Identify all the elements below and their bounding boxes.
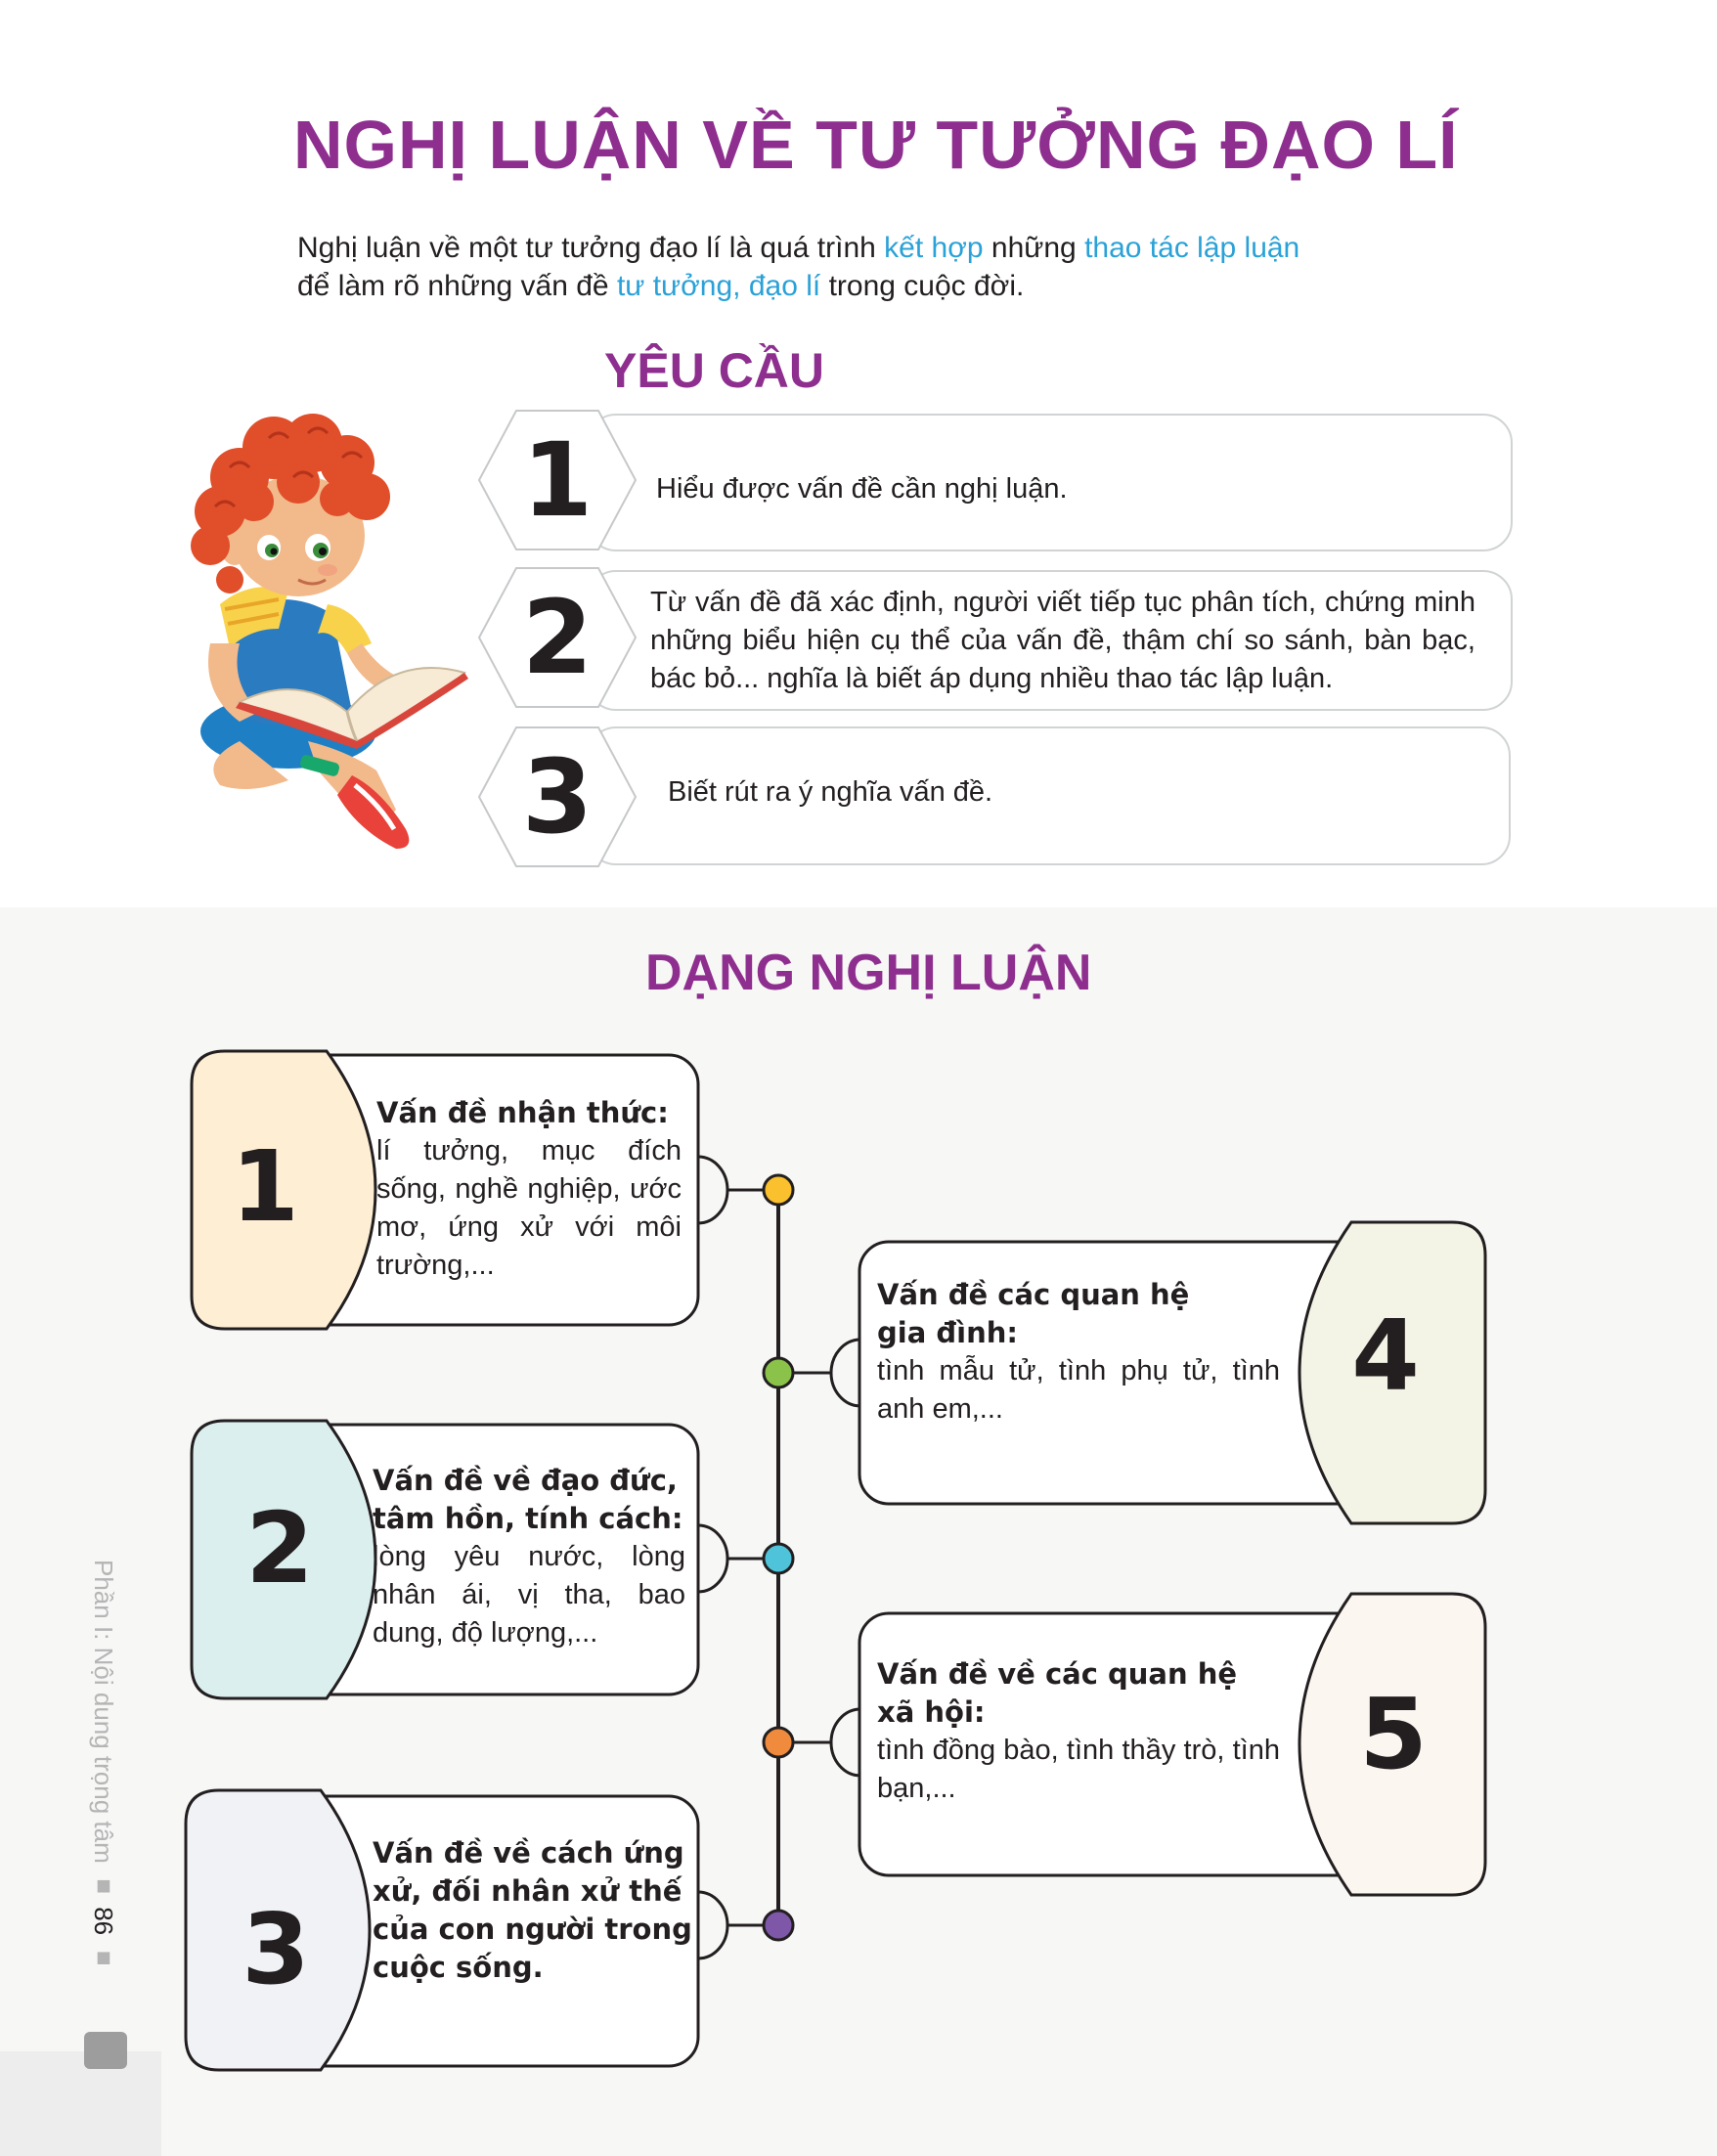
form-number-2: 2 (245, 1491, 314, 1606)
form-body-1: lí tưởng, mục đích sống, nghề nghiệp, ước mơ, ứng xử với môi trường,... (376, 1135, 682, 1281)
page-number: 86 (89, 1907, 118, 1936)
timeline-dot-5 (764, 1728, 793, 1757)
timeline-connector (684, 1129, 880, 1960)
form-number-5: 5 (1359, 1677, 1428, 1791)
forms-title: DẠNG NGHỊ LUẬN (645, 945, 1092, 1001)
timeline-dot-2 (764, 1544, 793, 1573)
requirement-text-1: Hiểu được vấn đề cần nghị luận. (656, 473, 1068, 505)
requirement-number-3: 3 (521, 737, 594, 857)
form-text-1 (376, 1094, 682, 1285)
form-number-3: 3 (242, 1892, 310, 2006)
form-body-4: tình mẫu tử, tình phụ tử, tình anh em,... (877, 1355, 1280, 1425)
form-body-2: lòng yêu nước, lòng nhân ái, vị tha, bao dung, độ lượng,... (373, 1541, 685, 1649)
timeline-dot-3 (764, 1911, 793, 1940)
form-number-1: 1 (231, 1129, 299, 1244)
form-heading-3: Vấn đề về cách ứng xử, đối nhân xử thế của con người trong cuộc sống. (373, 1836, 692, 1984)
page-corner-marker (84, 2032, 127, 2069)
requirement-number-1: 1 (521, 420, 594, 540)
page-corner-tab (0, 2051, 161, 2156)
timeline-dot-1 (764, 1175, 793, 1205)
intro-paragraph: Nghị luận về một tư tưởng đạo lí là quá trình kết hợp những thao tác lập luận để làm rõ những vấn đề tư tưởng, đạo lí trong cuộc đời. (297, 232, 1300, 302)
form-number-4: 4 (1351, 1298, 1420, 1413)
reading-boy-illustration (181, 409, 474, 851)
requirement-number-2: 2 (521, 578, 594, 697)
section-label: Phần I: Nội dung trọng tâm (89, 1560, 118, 1864)
form-heading-2: Vấn đề về đạo đức, tâm hồn, tính cách: (373, 1464, 683, 1535)
form-text-4 (877, 1276, 1280, 1429)
form-text-5 (877, 1655, 1280, 1808)
form-text-2 (373, 1462, 685, 1652)
requirements-title: YÊU CẦU (604, 343, 825, 398)
form-text-3 (373, 1834, 693, 1987)
form-heading-1: Vấn đề nhận thức: (376, 1096, 669, 1129)
section-footer: Phần I: Nội dung trọng tâm ■ 86 ■ (89, 1560, 118, 1972)
requirement-text-2: Từ vấn đề đã xác định, người viết tiếp tục phân tích, chứng minh những biểu hiện cụ thể của vấn đề, thậm chí so sánh, bàn bạc, bác bỏ... nghĩa là biết áp dụng nhiều thao tác lập luận. (650, 587, 1475, 694)
form-body-5: tình đồng bào, tình thầy trò, tình bạn,... (877, 1735, 1280, 1804)
form-heading-4: Vấn đề các quan hệ gia đình: (877, 1278, 1190, 1349)
page-title: NGHỊ LUẬN VỀ TƯ TƯỞNG ĐẠO LÍ (293, 107, 1459, 183)
requirement-text-3: Biết rút ra ý nghĩa vấn đề. (668, 776, 993, 808)
timeline-dot-4 (764, 1358, 793, 1387)
form-heading-5: Vấn đề về các quan hệ xã hội: (877, 1657, 1238, 1729)
